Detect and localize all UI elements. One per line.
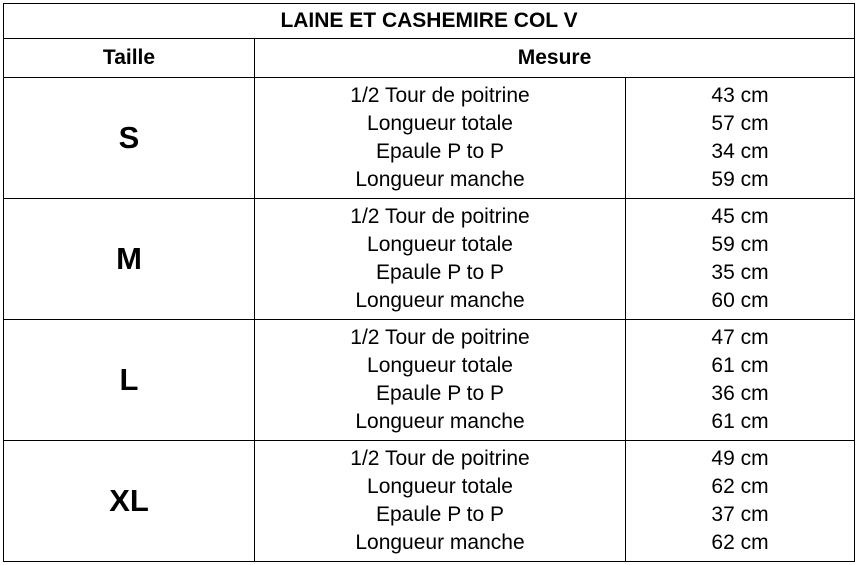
measure-label: Longueur totale <box>367 111 513 135</box>
measure-labels <box>255 319 626 440</box>
measure-label: Longueur manche <box>355 530 525 554</box>
measure-value: 37 cm <box>711 502 769 526</box>
measure-label: 1/2 Tour de poitrine <box>350 204 530 228</box>
measure-label: 1/2 Tour de poitrine <box>350 83 530 107</box>
measure-value: 60 cm <box>711 288 769 312</box>
size-label: XL <box>4 440 255 561</box>
size-chart-table <box>3 3 855 562</box>
measure-label: Longueur totale <box>367 232 513 256</box>
measure-values <box>626 440 855 561</box>
measure-label: Longueur totale <box>367 474 513 498</box>
size-label: L <box>4 319 255 440</box>
measure-values <box>626 319 855 440</box>
measure-label: Epaule P to P <box>375 381 505 405</box>
measure-label: Longueur totale <box>367 353 513 377</box>
measure-value: 36 cm <box>711 381 769 405</box>
measure-label: Epaule P to P <box>375 260 505 284</box>
measure-value: 59 cm <box>711 232 769 256</box>
title-row <box>4 4 855 39</box>
header-size: Taille <box>4 39 255 77</box>
size-row-xl <box>4 440 855 561</box>
measure-values <box>626 77 855 198</box>
measure-label: 1/2 Tour de poitrine <box>350 325 530 349</box>
header-row <box>4 39 855 77</box>
table-title: LAINE ET CASHEMIRE COL V <box>4 4 855 39</box>
measure-labels <box>255 198 626 319</box>
measure-value: 49 cm <box>711 446 769 470</box>
size-row-s <box>4 77 855 198</box>
measure-value: 47 cm <box>711 325 769 349</box>
measure-value: 43 cm <box>711 83 769 107</box>
size-row-l <box>4 319 855 440</box>
measure-labels <box>255 77 626 198</box>
measure-label: Longueur manche <box>355 167 525 191</box>
size-label: M <box>4 198 255 319</box>
measure-value: 45 cm <box>711 204 769 228</box>
measure-value: 62 cm <box>711 530 769 554</box>
measure-value: 61 cm <box>711 409 769 433</box>
measure-label: Longueur manche <box>355 288 525 312</box>
measure-labels <box>255 440 626 561</box>
measure-value: 35 cm <box>711 260 769 284</box>
measure-label: Longueur manche <box>355 409 525 433</box>
measure-values <box>626 198 855 319</box>
measure-value: 59 cm <box>711 167 769 191</box>
measure-value: 61 cm <box>711 353 769 377</box>
measure-value: 57 cm <box>711 111 769 135</box>
measure-label: Epaule P to P <box>375 139 505 163</box>
measure-value: 62 cm <box>711 474 769 498</box>
measure-label: 1/2 Tour de poitrine <box>350 446 530 470</box>
size-label: S <box>4 77 255 198</box>
header-measure: Mesure <box>255 39 855 77</box>
measure-label: Epaule P to P <box>375 502 505 526</box>
size-row-m <box>4 198 855 319</box>
measure-value: 34 cm <box>711 139 769 163</box>
